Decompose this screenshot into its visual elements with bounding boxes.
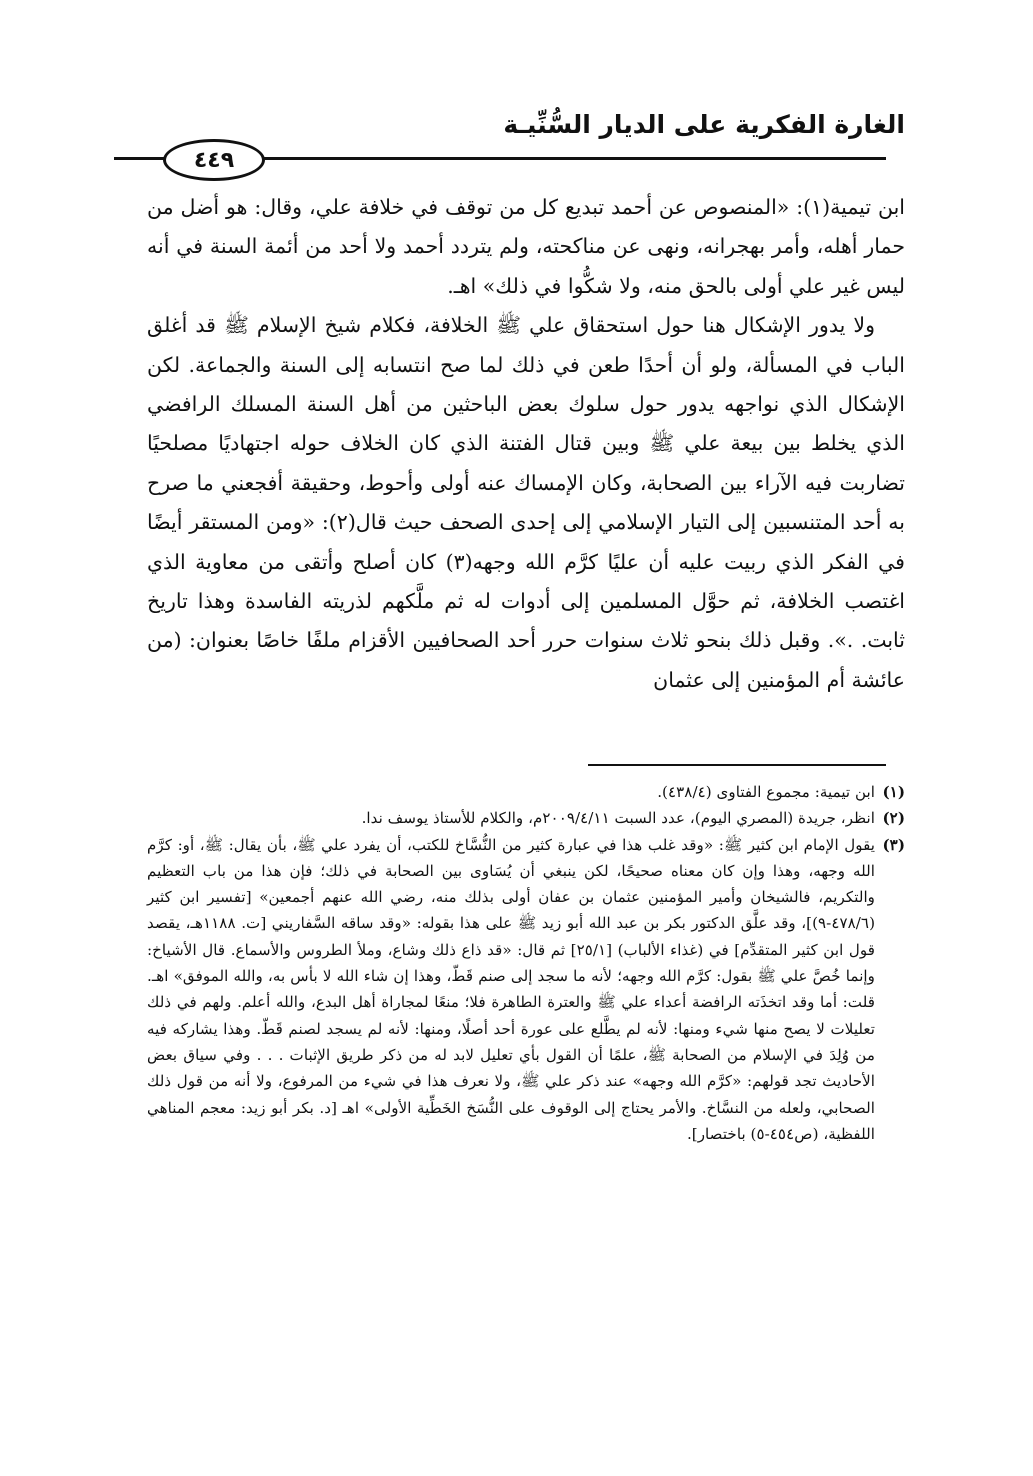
main-text <box>147 188 905 700</box>
footnote-text: انظر، جريدة (المصري اليوم)، عدد السبت ٢٠٠٩/٤/١١م، والكلام للأستاذ يوسف ندا. <box>361 809 875 828</box>
paragraph-1: ابن تيمية(١): «المنصوص عن أحمد تبديع كل من توقف في خلافة علي، وقال: هو أضل من حمار أهله، وأمر بهجرانه، ونهى عن مناكحته، ولم يتردد أحمد ولا أحد من أئمة السنة في أنه ليس غير علي أولى بالحق منه، ولا شكُّوا في ذلك» اهـ. <box>147 195 905 298</box>
running-header-title: الغارة الفكرية على الديار السُّنِّيـة <box>503 110 905 139</box>
footnote-item <box>147 805 905 831</box>
footnote-number: (١) <box>882 783 905 801</box>
footnote-text: ابن تيمية: مجموع الفتاوى (٤٣٨/٤). <box>657 783 875 801</box>
footnote-text: يقول الإمام ابن كثير ﷺ: «وقد غلب هذا في عبارة كثير من النُّسَّاخ للكتب، أن يفرد علي ﷺ، بأن يقال: ﷺ، أو: كرَّم الله وجهه، وهذا وإن كان معناه صحيحًا، لكن ينبغي أن يُسَاوى بين الصحابة في ذلك؛ فإن هذا من باب التعظيم والتكريم، فالشيخان وأمير المؤمنين عثمان بن عفان أولى بذلك منه، رضي الله عنهم أجمعين» [تفسير ابن كثير (٤٧٨/٦-٩)]، وقد علَّق الدكتور بكر بن عبد الله أبو زيد ﷺ على هذا بقوله: «وقد ساقه السَّفاريني [ت. ١١٨٨هـ، يقصد قول ابن كثير المتقدِّم] في (غذاء الألباب) [٢٥/١] ثم قال: «قد ذاع ذلك وشاع، وملأ الطروس والأسماع. قال الأشياخ: وإنما خُصَّ علي ﷺ بقول: كرَّم الله وجهه؛ لأنه ما سجد إلى صنم قَطّ، وهذا إن شاء الله لا بأس به، والله الموفق» اهـ. قلت: أما وقد اتخذَته الرافضة أعداء علي ﷺ والعترة الطاهرة فلا؛ منعًا لمجاراة أهل البدع، والله أعلم. ولهم في ذلك تعليلات لا يصح منها شيء ومنها: لأنه لم يطَّلع على عورة أحد أصلًا، ومنها: لأنه لم يسجد لصنم قَطّ. وهذا يشاركه فيه من وُلِدَ في الإسلام من الصحابة ﷺ، علمًا أن القول بأي تعليل لابد له من ذكر طريق الإثبات . . . وفي سياق بعض الأحاديث تجد قولهم: «كرَّم الله وجهه» عند ذكر علي ﷺ، ولا نعرف هذا في شيء من المرفوع، ولا أنه من قول ذلك الصحابي، ولعله من النسَّاخ. والأمر يحتاج إلى الوقوف على النُّسَخ الخَطِّية الأولى» اهـ [د. بكر أبو زيد: معجم المناهي اللفظية، (ص٤٥٤-٥) باختصار]. <box>147 835 875 1143</box>
footnote-rule <box>588 764 886 766</box>
footnote-number: (٢) <box>882 809 905 828</box>
footnote-number: (٣) <box>882 835 905 854</box>
footnote-item <box>147 779 905 805</box>
paragraph-2: ولا يدور الإشكال هنا حول استحقاق علي ﷺ الخلافة، فكلام شيخ الإسلام ﷺ قد أغلق الباب في المسألة، ولو أن أحدًا طعن في ذلك لما صح انتسابه إلى السنة والجماعة. لكن الإشكال الذي نواجهه يدور حول سلوك بعض الباحثين من أهل السنة المسلك الرافضي الذي يخلط بين بيعة علي ﷺ وبين قتال الفتنة الذي كان الخلاف حوله اجتهاديًا مصلحيًا تضاربت فيه الآراء بين الصحابة، وكان الإمساك عنه أولى وأحوط، وحقيقة أفجعني ما صرح به أحد المتنسبين إلى التيار الإسلامي إلى إحدى الصحف حيث قال(٢): «ومن المستقر أيضًا في الفكر الذي ربيت عليه أن عليًا كرَّم الله وجهه(٣) كان أصلح وأتقى من معاوية الذي اغتصب الخلافة، ثم حوَّل المسلمين إلى أدوات له ثم ملَّكهم لذريته الفاسدة وهذا تاريخ ثابت. .». وقبل ذلك بنحو ثلاث سنوات حرر أحد الصحافيين الأقزام ملفًا خاصًا بعنوان: (من عائشة أم المؤمنين إلى عثمان <box>147 313 905 692</box>
footnote-item <box>147 832 905 1148</box>
page-number-badge: ٤٤٩ <box>163 139 265 181</box>
footnotes <box>147 779 905 1147</box>
